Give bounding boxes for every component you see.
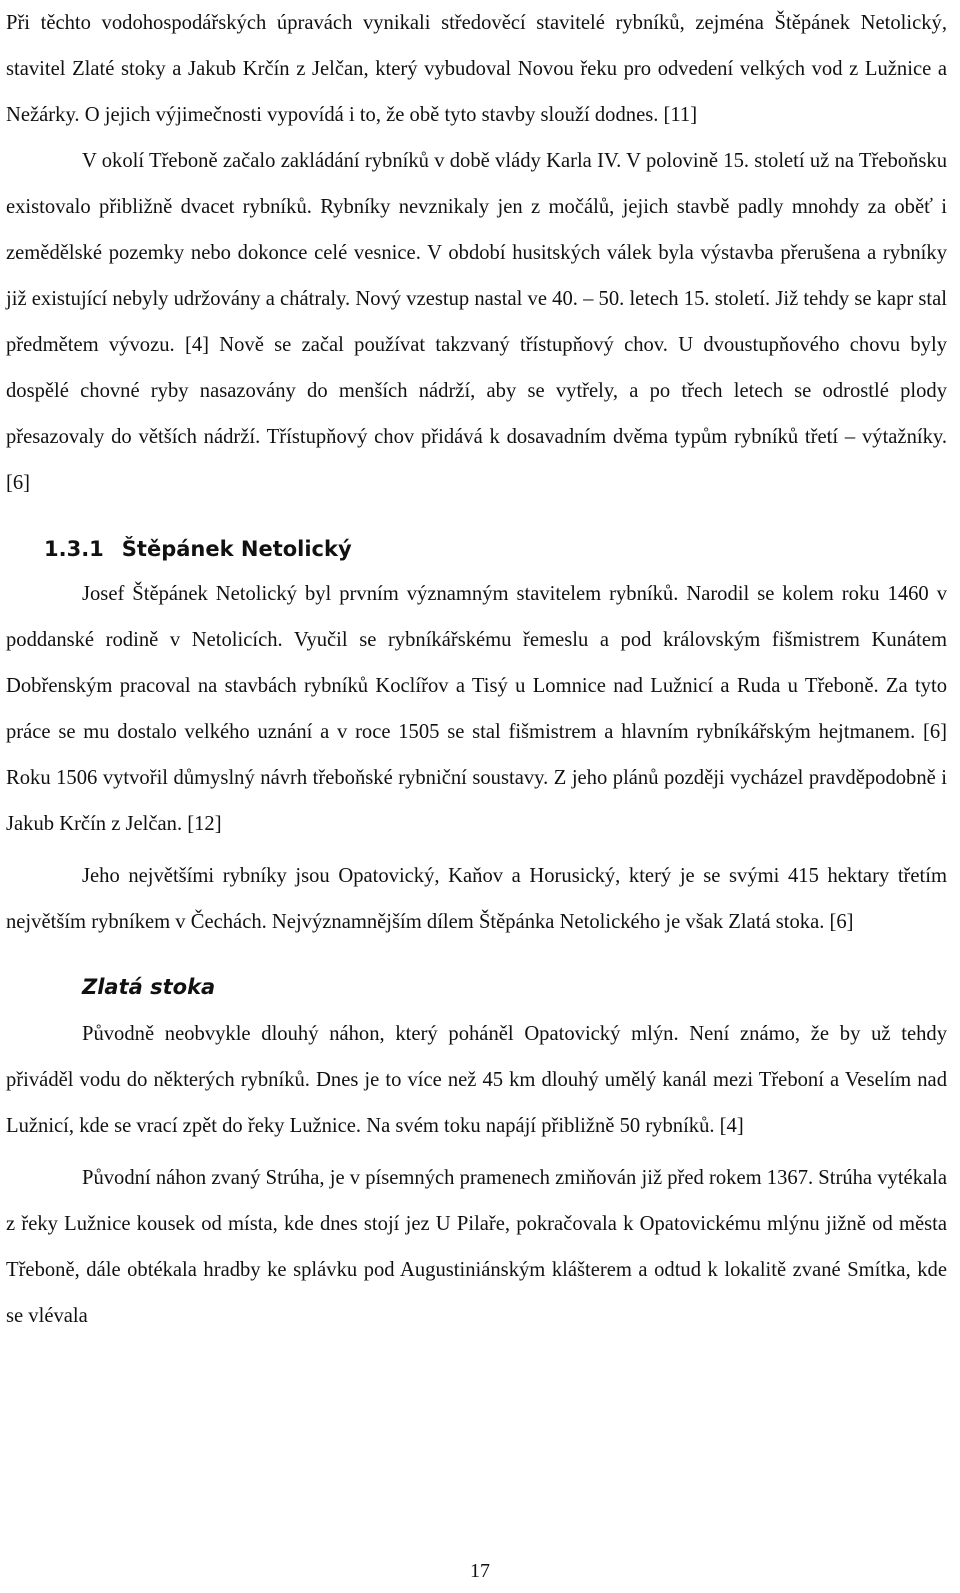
paragraph-ponds: Jeho největšími rybníky jsou Opatovický, Kaňov a Horusický, který je se svými 415 hektary třetím největším rybníkem v Čechách. Nejvýznamnějším dílem Štěpánka Netolického je však Zlatá stoka. [6] <box>6 865 947 933</box>
paragraph-zlata-stoka: Původně neobvykle dlouhý náhon, který poháněl Opatovický mlýn. Není známo, že by už tehdy přiváděl vodu do některých rybníků. Dnes je to více než 45 km dlouhý umělý kanál mezi Třeboní a Veselím nad Lužnicí, kde se vrací zpět do řeky Lužnice. Na svém toku napájí přibližně 50 rybníků. [4] <box>6 1023 947 1137</box>
paragraph-history: V okolí Třeboně začalo zakládání rybníků v době vlády Karla IV. V polovině 15. století už na Třeboňsku existovalo přibližně dvacet rybníků. Rybníky nevznikaly jen z močálů, jejich stavbě padly mnohdy za oběť i zemědělské pozemky nebo dokonce celé vesnice. V období husitských válek byla výstavba přerušena a rybníky již existující nebyly udržovány a chátraly. Nový vzestup nastal ve 40. – 50. letech 15. století. Již tehdy se kapr stal předmětem vývozu. [4] Nově se začal používat takzvaný třístupňový chov. U dvoustupňového chovu byly dospělé chovné ryby nasazovány do menších nádrží, aby se vytřely, a po třech letech se odrostlé plody přesazovaly do větších nádrží. Třístupňový chov přidává k dosavadním dvěma typům rybníků třetí – výtažníky. [6] <box>6 150 947 494</box>
paragraph-builders: Při těchto vodohospodářských úpravách vynikali středověcí stavitelé rybníků, zejména Štěpánek Netolický, stavitel Zlaté stoky a Jakub Krčín z Jelčan, který vybudoval Novou řeku pro odvedení velkých vod z Lužnice a Nežárky. O jejich výjimečnosti vypovídá i to, že obě tyto stavby slouží dodnes. [11] <box>6 12 947 126</box>
paragraph-struha: Původní náhon zvaný Strúha, je v písemných pramenech zmiňován již před rokem 1367. Strúha vytékala z řeky Lužnice kousek od místa, kde dnes stojí jez U Pilaře, pokračovala k Opatovickému mlýnu jižně od města Třeboně, dále obtékala hradby ke splávku pod Augustiniánským klášterem a odtud k lokalitě zvané Smítka, kde se vlévala <box>6 1167 947 1327</box>
paragraph-netolicky-bio: Josef Štěpánek Netolický byl prvním významným stavitelem rybníků. Narodil se kolem roku 1460 v poddanské rodině v Netolicích. Vyučil se rybníkářskému řemeslu a pod královským fišmistrem Kunátem Dobřenským pracoval na stavbách rybníků Koclířov a Tisý u Lomnice nad Lužnicí a Ruda u Třeboně. Za tyto práce se mu dostalo velkého uznání a v roce 1505 se stal fišmistrem a hlavním rybníkářským hejtmanem. [6] Roku 1506 vytvořil důmyslný návrh třeboňské rybniční soustavy. Z jeho plánů později vycházel pravděpodobně i Jakub Krčín z Jelčan. [12] <box>6 583 947 835</box>
section-number: 1.3.1 <box>44 537 104 561</box>
subheading-zlata-stoka: Zlatá stoka <box>82 975 216 999</box>
section-title: Štěpánek Netolický <box>121 537 352 561</box>
page-number: 17 <box>470 1560 490 1582</box>
section-heading <box>6 506 947 571</box>
